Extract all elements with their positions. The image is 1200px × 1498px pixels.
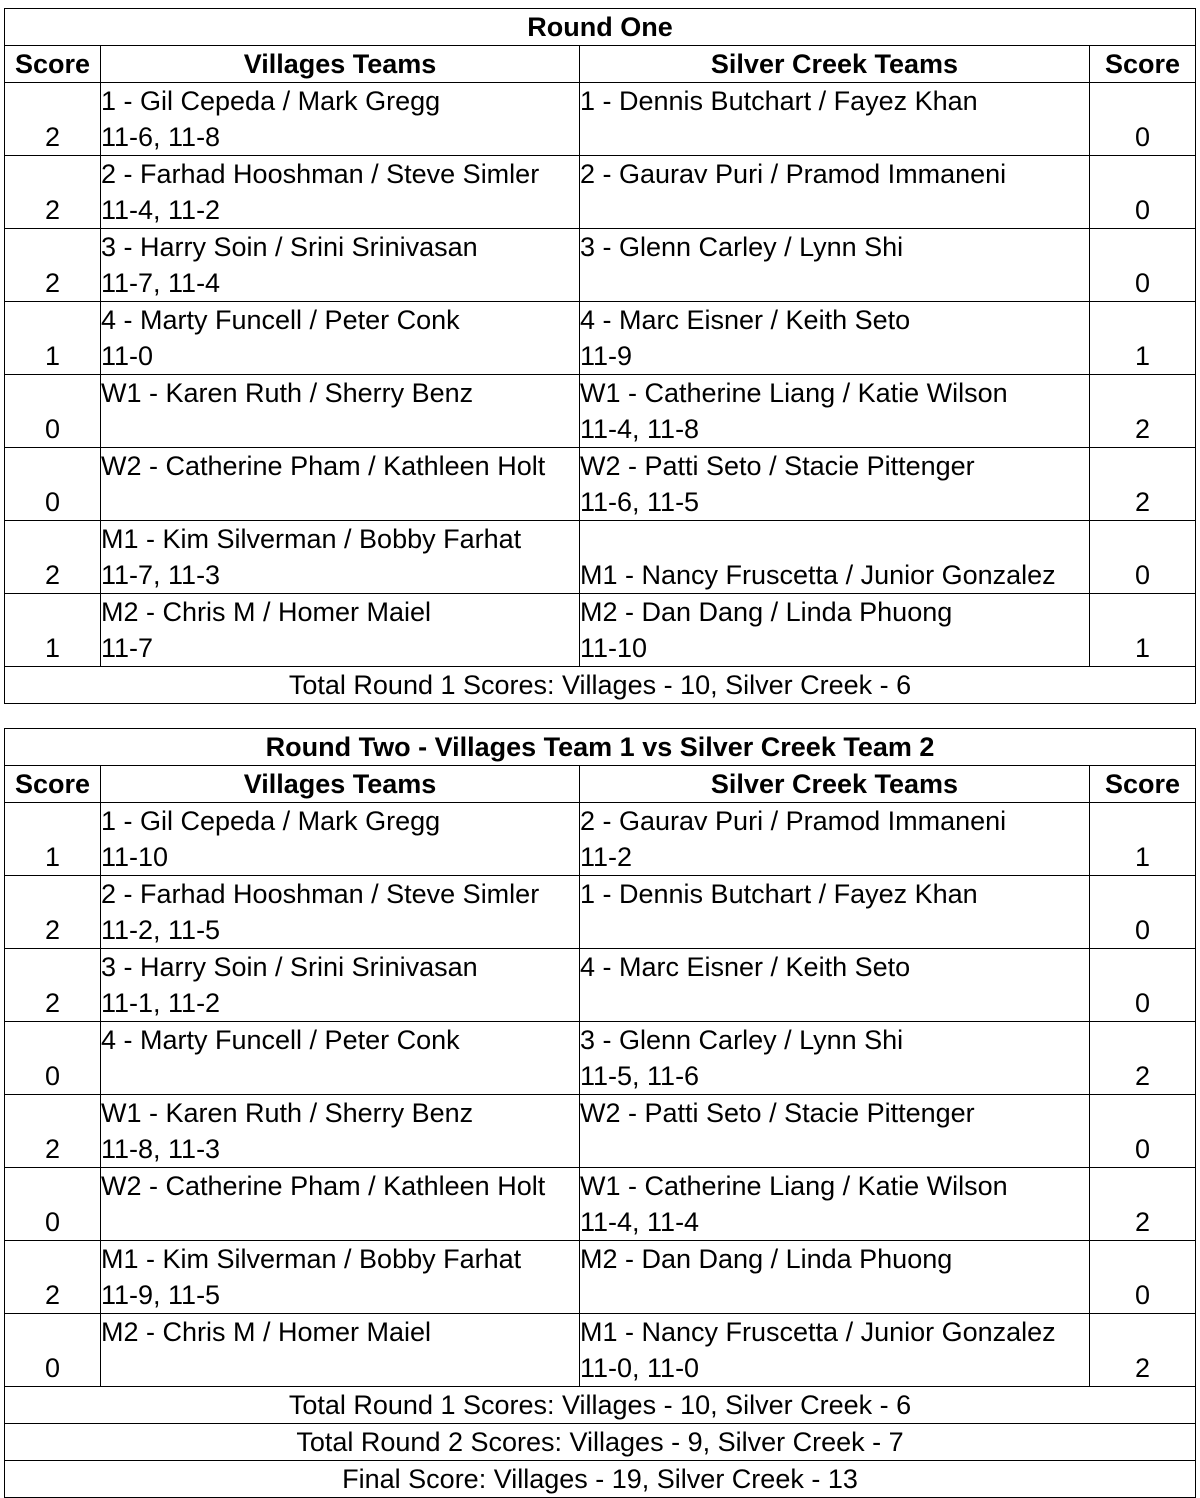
total-scores-text: Total Round 1 Scores: Villages - 10, Silver Creek - 6 [5,667,1196,704]
total-row [5,1387,1196,1424]
score-header-left: Score [5,766,101,803]
silver-creek-teams-header: Silver Creek Teams [580,766,1090,803]
round-one-body [5,9,1196,704]
total-row [5,1424,1196,1461]
silver-creek-game-scores [580,265,1089,301]
villages-team-cell [101,302,580,375]
villages-team-cell [101,1314,580,1387]
match-row [5,1241,1196,1314]
silver-creek-game-scores: 11-6, 11-5 [580,487,700,517]
villages-game-scores: 11-8, 11-3 [101,1134,221,1164]
match-row [5,302,1196,375]
silver-creek-team-name: W2 - Patti Seto / Stacie Pittenger [580,1098,975,1128]
silver-creek-team-name: 2 - Gaurav Puri / Pramod Immaneni [580,806,1007,836]
villages-team-cell [101,594,580,667]
silver-creek-team-cell [580,156,1090,229]
total-scores-text: Total Round 1 Scores: Villages - 10, Silver Creek - 6 [5,1387,1196,1424]
villages-score: 2 [5,1241,101,1314]
silver-creek-game-scores [580,1131,1089,1167]
silver-creek-score: 1 [1090,302,1196,375]
match-row [5,1314,1196,1387]
silver-creek-score: 0 [1090,521,1196,594]
villages-teams-header: Villages Teams [101,766,580,803]
villages-game-scores [101,484,579,520]
villages-game-scores [101,1350,579,1386]
silver-creek-team-cell [580,803,1090,876]
villages-team-name: M2 - Chris M / Homer Maiel [101,597,432,627]
match-row [5,521,1196,594]
silver-creek-score: 2 [1090,1314,1196,1387]
silver-creek-game-scores: 11-4, 11-8 [580,414,700,444]
silver-creek-score: 0 [1090,876,1196,949]
villages-game-scores: 11-7, 11-4 [101,268,221,298]
silver-creek-score: 0 [1090,156,1196,229]
villages-game-scores: 11-7, 11-3 [101,560,221,590]
match-row [5,876,1196,949]
villages-game-scores [101,1058,579,1094]
match-row [5,949,1196,1022]
silver-creek-game-scores [580,1277,1089,1313]
villages-team-name: 1 - Gil Cepeda / Mark Gregg [101,806,441,836]
silver-creek-team-cell [580,1314,1090,1387]
silver-creek-team-name [580,521,1089,557]
header-row [5,46,1196,83]
round-one-table [4,8,1196,704]
villages-score: 2 [5,521,101,594]
total-scores-text: Total Round 2 Scores: Villages - 9, Silver Creek - 7 [5,1424,1196,1461]
silver-creek-score: 2 [1090,1022,1196,1095]
villages-score: 2 [5,1095,101,1168]
villages-score: 0 [5,1314,101,1387]
round-two-body [5,729,1196,1498]
silver-creek-game-scores [580,912,1089,948]
silver-creek-team-cell [580,1241,1090,1314]
title-row [5,9,1196,46]
silver-creek-score: 2 [1090,1168,1196,1241]
silver-creek-game-scores: 11-4, 11-4 [580,1207,700,1237]
match-row [5,375,1196,448]
silver-creek-game-scores: 11-9 [580,341,633,371]
villages-game-scores: 11-10 [101,842,169,872]
villages-team-cell [101,1241,580,1314]
villages-team-name: M1 - Kim Silverman / Bobby Farhat [101,524,522,554]
villages-game-scores [101,1204,579,1240]
villages-team-cell [101,1095,580,1168]
score-header-right: Score [1090,766,1196,803]
villages-team-name: 3 - Harry Soin / Srini Srinivasan [101,232,478,262]
header-row [5,766,1196,803]
silver-creek-team-cell [580,229,1090,302]
villages-team-name: W1 - Karen Ruth / Sherry Benz [101,1098,474,1128]
silver-creek-game-scores: 11-10 [580,633,648,663]
villages-team-name: 2 - Farhad Hooshman / Steve Simler [101,879,540,909]
silver-creek-team-cell [580,876,1090,949]
villages-game-scores: 11-6, 11-8 [101,122,221,152]
silver-creek-game-scores [580,192,1089,228]
villages-team-name: M1 - Kim Silverman / Bobby Farhat [101,1244,522,1274]
villages-team-cell [101,949,580,1022]
match-row [5,1095,1196,1168]
villages-score: 2 [5,156,101,229]
silver-creek-team-name: W2 - Patti Seto / Stacie Pittenger [580,451,975,481]
villages-team-name: 2 - Farhad Hooshman / Steve Simler [101,159,540,189]
silver-creek-team-name: 4 - Marc Eisner / Keith Seto [580,952,911,982]
silver-creek-team-cell [580,1022,1090,1095]
total-row [5,667,1196,704]
title-row [5,729,1196,766]
silver-creek-score: 0 [1090,229,1196,302]
silver-creek-score: 2 [1090,448,1196,521]
silver-creek-team-cell [580,83,1090,156]
match-row [5,594,1196,667]
silver-creek-game-scores: 11-5, 11-6 [580,1061,700,1091]
silver-creek-score: 0 [1090,1095,1196,1168]
silver-creek-game-scores [580,985,1089,1021]
silver-creek-team-name: 3 - Glenn Carley / Lynn Shi [580,1025,904,1055]
villages-team-cell [101,448,580,521]
total-row [5,1461,1196,1498]
villages-team-name: 1 - Gil Cepeda / Mark Gregg [101,86,441,116]
villages-team-cell [101,375,580,448]
match-row [5,1022,1196,1095]
match-row [5,1168,1196,1241]
silver-creek-score: 0 [1090,949,1196,1022]
villages-game-scores: 11-7 [101,633,154,663]
villages-score: 2 [5,876,101,949]
silver-creek-team-name: 4 - Marc Eisner / Keith Seto [580,305,911,335]
villages-team-cell [101,1168,580,1241]
silver-creek-score: 2 [1090,375,1196,448]
villages-score: 0 [5,1168,101,1241]
villages-team-cell [101,803,580,876]
villages-team-name: 4 - Marty Funcell / Peter Conk [101,1025,460,1055]
silver-creek-team-cell [580,448,1090,521]
round-title: Round One [5,9,1196,46]
match-row [5,229,1196,302]
villages-teams-header: Villages Teams [101,46,580,83]
villages-team-cell [101,876,580,949]
silver-creek-teams-header: Silver Creek Teams [580,46,1090,83]
silver-creek-team-name: 2 - Gaurav Puri / Pramod Immaneni [580,159,1007,189]
villages-team-name: M2 - Chris M / Homer Maiel [101,1317,432,1347]
match-row [5,803,1196,876]
silver-creek-team-name: W1 - Catherine Liang / Katie Wilson [580,378,1008,408]
villages-score: 0 [5,1022,101,1095]
total-scores-text: Final Score: Villages - 19, Silver Creek - 13 [5,1461,1196,1498]
villages-team-cell [101,156,580,229]
villages-team-cell [101,83,580,156]
villages-team-name: 3 - Harry Soin / Srini Srinivasan [101,952,478,982]
villages-game-scores [101,411,579,447]
villages-team-name: 4 - Marty Funcell / Peter Conk [101,305,460,335]
villages-team-cell [101,1022,580,1095]
villages-score: 1 [5,803,101,876]
silver-creek-team-cell [580,1168,1090,1241]
villages-game-scores: 11-4, 11-2 [101,195,221,225]
silver-creek-team-name: 1 - Dennis Butchart / Fayez Khan [580,86,978,116]
match-row [5,156,1196,229]
silver-creek-team-name: M2 - Dan Dang / Linda Phuong [580,1244,953,1274]
villages-score: 1 [5,302,101,375]
silver-creek-score: 0 [1090,83,1196,156]
villages-game-scores: 11-1, 11-2 [101,988,221,1018]
score-header-left: Score [5,46,101,83]
silver-creek-team-cell [580,594,1090,667]
silver-creek-team-cell [580,949,1090,1022]
villages-score: 1 [5,594,101,667]
silver-creek-score: 1 [1090,594,1196,667]
score-header-right: Score [1090,46,1196,83]
silver-creek-game-scores: M1 - Nancy Fruscetta / Junior Gonzalez [580,560,1056,590]
villages-game-scores: 11-2, 11-5 [101,915,221,945]
match-row [5,448,1196,521]
silver-creek-team-name: M2 - Dan Dang / Linda Phuong [580,597,953,627]
villages-score: 0 [5,448,101,521]
silver-creek-game-scores: 11-0, 11-0 [580,1353,700,1383]
silver-creek-team-cell [580,302,1090,375]
silver-creek-team-cell [580,521,1090,594]
silver-creek-team-cell [580,375,1090,448]
villages-score: 2 [5,83,101,156]
round-title: Round Two - Villages Team 1 vs Silver Creek Team 2 [5,729,1196,766]
villages-team-cell [101,521,580,594]
villages-team-name: W2 - Catherine Pham / Kathleen Holt [101,1171,546,1201]
silver-creek-team-name: 1 - Dennis Butchart / Fayez Khan [580,879,978,909]
villages-team-name: W1 - Karen Ruth / Sherry Benz [101,378,474,408]
villages-game-scores: 11-0 [101,341,154,371]
silver-creek-team-name: W1 - Catherine Liang / Katie Wilson [580,1171,1008,1201]
villages-score: 0 [5,375,101,448]
match-row [5,83,1196,156]
silver-creek-team-name: M1 - Nancy Fruscetta / Junior Gonzalez [580,1317,1056,1347]
round-two-table [4,728,1196,1498]
villages-team-cell [101,229,580,302]
silver-creek-score: 0 [1090,1241,1196,1314]
silver-creek-team-name: 3 - Glenn Carley / Lynn Shi [580,232,904,262]
villages-team-name: W2 - Catherine Pham / Kathleen Holt [101,451,546,481]
silver-creek-game-scores [580,119,1089,155]
silver-creek-score: 1 [1090,803,1196,876]
villages-game-scores: 11-9, 11-5 [101,1280,221,1310]
silver-creek-team-cell [580,1095,1090,1168]
villages-score: 2 [5,949,101,1022]
silver-creek-game-scores: 11-2 [580,842,633,872]
villages-score: 2 [5,229,101,302]
